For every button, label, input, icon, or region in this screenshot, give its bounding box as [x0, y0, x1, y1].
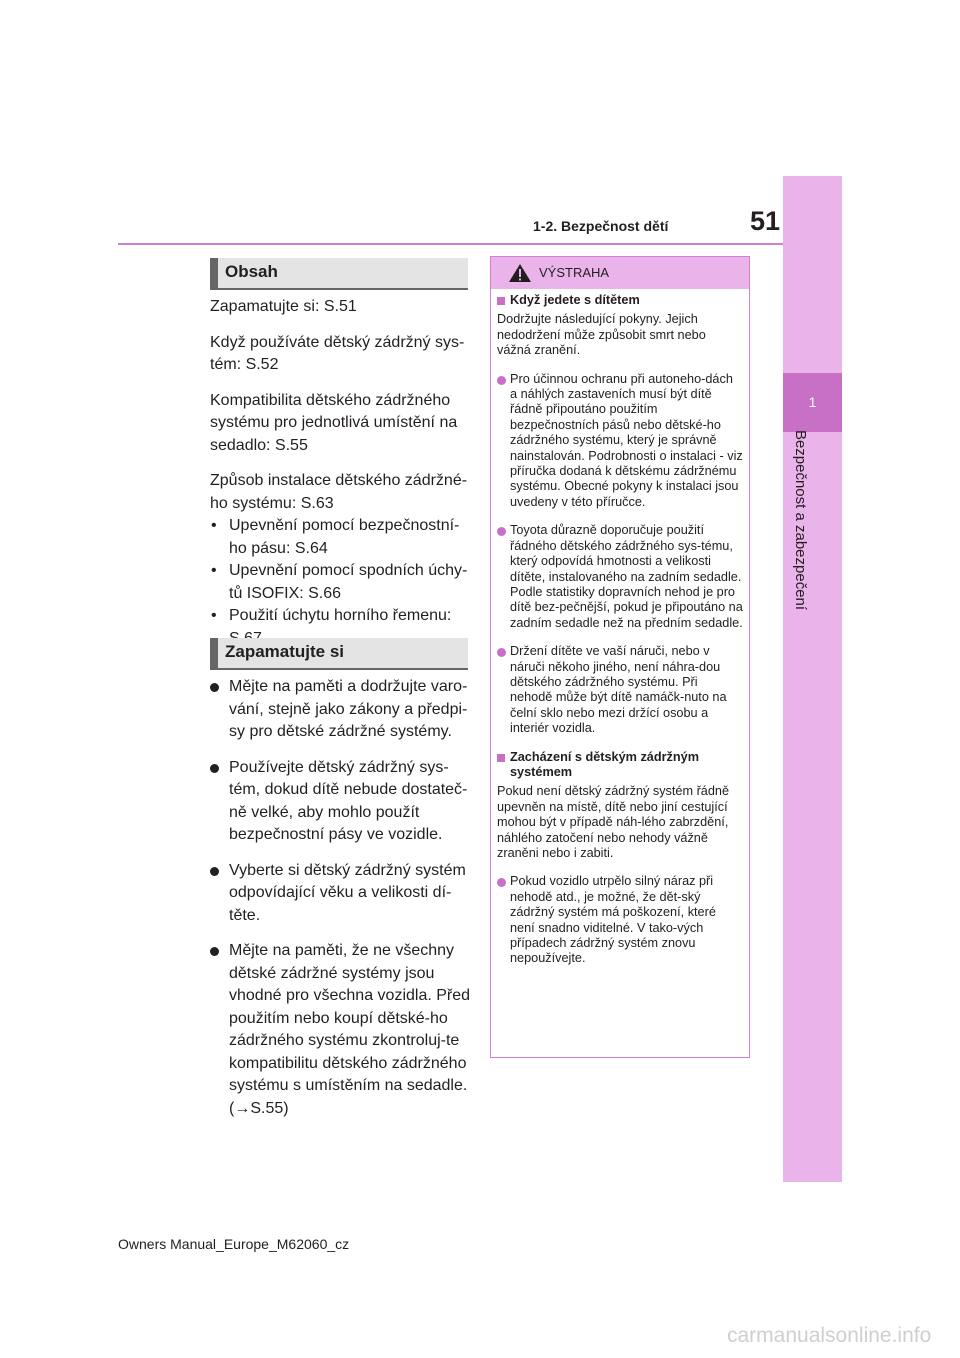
square-bullet-icon [497, 297, 505, 305]
bullet-dot [210, 764, 219, 773]
zapamatujte-bullet-text: Mějte na paměti a dodržujte varo-vání, stejně jako zákony a předpi-sy pro dětské zádržné systémy. [229, 678, 468, 740]
bullet-dot [210, 867, 219, 876]
warning-label: VÝSTRAHA [539, 265, 610, 280]
warning-triangle-icon [508, 263, 532, 283]
zapamatujte-bullet [210, 676, 472, 744]
warning-bullet [497, 874, 743, 966]
warning-header [491, 257, 749, 289]
warning-content [497, 293, 743, 967]
warning-section-title [497, 293, 743, 308]
circle-bullet-icon [497, 376, 506, 385]
obsah-subitem[interactable] [210, 560, 472, 605]
warning-bullet-text: Držení dítěte ve vaší náruči, nebo v náruči někoho jiného, není náhra-dou dětského zádržného systému. Při nehodě může být dítě namáčk-nuto na čelní sklo nebo mezi držící osobu a interiér vozidla. [510, 644, 727, 736]
obsah-subitem-text: Upevnění pomocí spodních úchy-tů ISOFIX: S.66 [229, 562, 468, 602]
warning-bullet-text: Pokud vozidlo utrpělo silný náraz při nehodě atd., je možné, že dět-ský zádržný systém má poškození, které není snadno viditelné. V tako-vých případech zádržný systém znovu nepoužívejte. [510, 874, 716, 966]
footer-text: Owners Manual_Europe_M62060_cz [118, 1236, 350, 1252]
zapamatujte-bullet [210, 940, 472, 1120]
circle-bullet-icon [497, 648, 506, 657]
zapamatujte-heading-bar [210, 638, 468, 670]
warning-intro: Dodržujte následující pokyny. Jejich nedodržení může způsobit smrt nebo vážná zranění. [497, 312, 706, 358]
obsah-item[interactable]: Kompatibilita dětského zádržného systému pro jednotlivá umístění na sedadlo: S.55 [210, 391, 458, 454]
warning-section-title [497, 750, 743, 781]
chapter-number: 1 [808, 394, 817, 410]
watermark: carmanualsonline.info [727, 1324, 932, 1347]
obsah-heading-bar [210, 258, 468, 290]
warning-section-title-text: Zacházení s dětským zádržným systémem [510, 749, 699, 779]
warning-box [490, 256, 750, 1058]
zapamatujte-bullet-text: Používejte dětský zádržný sys-tém, dokud dítě nebude dostateč-ně velké, aby mohlo použít bezpečnostní pásy ve vozidle. [229, 758, 468, 843]
obsah-subitem-text: Upevnění pomocí bezpečnostní-ho pásu: S.64 [229, 517, 460, 557]
zapamatujte-bullet [210, 860, 472, 928]
warning-bullet-text: Pro účinnou ochranu při autoneho-dách a náhlých zastaveních musí být dítě řádně připoutáno použitím bezpečnostních pásů nebo dětské-ho zádržného systému, který je správně nainstalován. Podrobnosti o instalaci - viz příručka dodaná k dětskému zádržnému systému. Obecné pokyny k instalaci jsou uvedeny v této příručce. [510, 371, 743, 509]
page-number: 51 [749, 206, 780, 236]
zapamatujte-bullet-text: Vyberte si dětský zádržný systém odpovídající věku a velikosti dí-těte. [229, 861, 466, 924]
obsah-heading: Obsah [225, 262, 278, 281]
obsah-item[interactable]: Když používáte dětský zádržný sys-tém: S.52 [210, 333, 465, 373]
sub-bullet: • [211, 562, 217, 579]
zapamatujte-heading: Zapamatujte si [225, 642, 345, 661]
warning-bullet [497, 372, 743, 511]
chapter-side-tab [783, 176, 842, 1182]
zapamatujte-bullet [210, 757, 472, 847]
warning-bullet-text: Toyota důrazně doporučuje použití řádného dětského zádržného sys-tému, který odpovídá hmotnosti a velikosti dítěte, instalovaného na zadním sedadle. Podle statistiky dopravních nehod je pro dítě bez-pečnější, pokud je připoutáno na zadním sedadle než na předním sedadle. [510, 523, 743, 630]
obsah-item[interactable]: Způsob instalace dětského zádržné-ho systému: S.63 [210, 472, 468, 512]
square-bullet-icon [497, 754, 505, 762]
circle-bullet-icon [497, 527, 506, 536]
sub-bullet: • [211, 517, 217, 534]
circle-bullet-icon [497, 878, 506, 887]
obsah-subitem-text: Použití úchytu horního řemenu: [229, 607, 452, 624]
sub-bullet: • [211, 607, 217, 624]
zapamatujte-list [210, 676, 472, 1133]
warning-bullet [497, 523, 743, 631]
obsah-subitem[interactable] [210, 515, 472, 560]
obsah-item[interactable]: Zapamatujte si: S.51 [210, 298, 357, 315]
chapter-title: Bezpečnost a zabezpečení [792, 429, 809, 611]
header-rule [118, 243, 783, 245]
obsah-list [210, 296, 472, 650]
warning-section-title-text: Když jedete s dítětem [510, 293, 640, 307]
bullet-dot [210, 683, 219, 692]
section-title: 1-2. Bezpečnost dětí [533, 218, 669, 234]
warning-intro: Pokud není dětský zádržný systém řádně upevněn na místě, dítě nebo jiní cestující mohou být v případě náh-lého zabrzdění, náhlého zatočení nebo nehody vážně zraněni nebo i zabiti. [497, 784, 730, 860]
zapamatujte-bullet-text[interactable]: Mějte na paměti, že ne všechny dětské zádržné systémy jsou vhodné pro všechna vozidla. Před použitím nebo koupí dětské-ho zádržného systému zkontroluj-te kompatibilitu dětského zádržného systému s umístěním na sedadle. (→S.55) [229, 942, 471, 1117]
bullet-dot [210, 947, 219, 956]
warning-bullet [497, 644, 743, 736]
